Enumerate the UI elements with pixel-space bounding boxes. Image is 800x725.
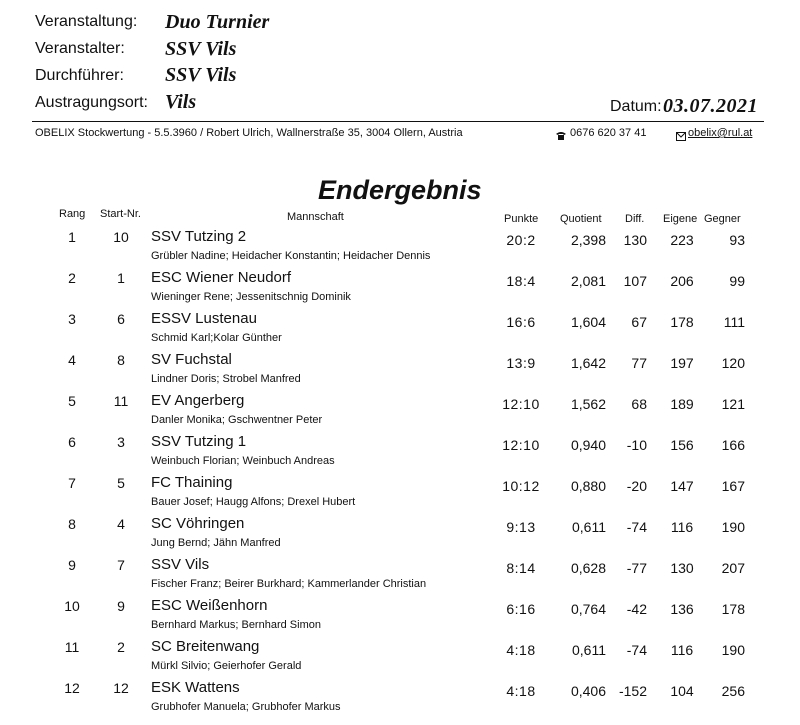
team-name: SSV Tutzing 2 xyxy=(151,228,247,245)
table-row xyxy=(0,637,800,678)
diff-cell: -74 xyxy=(626,519,647,535)
punkte-cell: 12:10 xyxy=(502,396,540,412)
table-row xyxy=(0,432,800,473)
datum-label: Datum: xyxy=(610,98,662,115)
start-cell: 10 xyxy=(113,229,129,245)
rang-cell: 2 xyxy=(68,270,76,286)
eigene-cell: 206 xyxy=(670,273,694,289)
team-name: SV Fuchstal xyxy=(151,351,232,368)
rang-cell: 9 xyxy=(68,557,76,573)
punkte-cell: 10:12 xyxy=(502,478,540,494)
eigene-cell: 197 xyxy=(670,355,694,371)
quotient-cell: 0,940 xyxy=(570,437,606,453)
punkte-cell: 9:13 xyxy=(506,519,536,535)
table-row xyxy=(0,391,800,432)
team-players: Mürkl Silvio; Geierhofer Gerald xyxy=(151,660,302,672)
phone-icon xyxy=(555,128,567,138)
team-name: SSV Tutzing 1 xyxy=(151,433,247,450)
start-cell: 7 xyxy=(117,557,125,573)
quotient-cell: 2,081 xyxy=(570,273,606,289)
diff-cell: -152 xyxy=(618,683,647,699)
team-players: Schmid Karl;Kolar Günther xyxy=(151,332,282,344)
veranstalter-label: Veranstalter: xyxy=(35,40,125,57)
gegner-cell: 167 xyxy=(721,478,745,494)
col-quotient: Quotient xyxy=(560,213,602,225)
table-row xyxy=(0,350,800,391)
gegner-cell: 256 xyxy=(721,683,745,699)
col-eigene: Eigene xyxy=(663,213,698,225)
eigene-cell: 130 xyxy=(670,560,694,576)
eigene-cell: 223 xyxy=(670,232,694,248)
punkte-cell: 8:14 xyxy=(506,560,536,576)
quotient-cell: 1,604 xyxy=(570,314,606,330)
veranstaltung-value: Duo Turnier xyxy=(165,11,270,33)
diff-cell: 77 xyxy=(631,355,647,371)
team-name: SC Vöhringen xyxy=(151,515,245,532)
diff-cell: -74 xyxy=(626,642,647,658)
rang-cell: 3 xyxy=(68,311,76,327)
table-row xyxy=(0,227,800,268)
punkte-cell: 16:6 xyxy=(506,314,536,330)
quotient-cell: 0,880 xyxy=(570,478,606,494)
eigene-cell: 189 xyxy=(670,396,694,412)
gegner-cell: 120 xyxy=(721,355,745,371)
rang-cell: 1 xyxy=(68,229,76,245)
phone-number: 0676 620 37 41 xyxy=(570,127,647,139)
start-cell: 12 xyxy=(113,680,129,696)
team-players: Bauer Josef; Haugg Alfons; Drexel Hubert xyxy=(151,496,356,508)
eigene-cell: 104 xyxy=(670,683,694,699)
diff-cell: -42 xyxy=(626,601,647,617)
austragungsort-label: Austragungsort: xyxy=(35,94,148,111)
quotient-cell: 1,642 xyxy=(570,355,606,371)
gegner-cell: 111 xyxy=(723,314,745,330)
punkte-cell: 4:18 xyxy=(506,683,536,699)
rang-cell: 11 xyxy=(64,639,80,655)
datum-value: 03.07.2021 xyxy=(663,95,758,117)
rang-cell: 7 xyxy=(68,475,76,491)
gegner-cell: 99 xyxy=(729,273,745,289)
table-row xyxy=(0,678,800,719)
quotient-cell: 0,628 xyxy=(570,560,606,576)
quotient-cell: 0,611 xyxy=(572,519,606,535)
start-cell: 1 xyxy=(117,270,125,286)
team-name: ESC Weißenhorn xyxy=(151,597,268,614)
gegner-cell: 178 xyxy=(721,601,745,617)
start-cell: 4 xyxy=(117,516,125,532)
team-name: SC Breitenwang xyxy=(151,638,260,655)
team-players: Bernhard Markus; Bernhard Simon xyxy=(151,619,321,631)
eigene-cell: 116 xyxy=(670,642,694,658)
email-icon xyxy=(676,128,686,137)
table-row xyxy=(0,596,800,637)
diff-cell: -77 xyxy=(626,560,647,576)
punkte-cell: 6:16 xyxy=(506,601,536,617)
quotient-cell: 0,764 xyxy=(570,601,606,617)
start-cell: 11 xyxy=(113,393,129,409)
col-mannschaft: Mannschaft xyxy=(287,211,344,223)
punkte-cell: 20:2 xyxy=(506,232,536,248)
diff-cell: 68 xyxy=(631,396,647,412)
eigene-cell: 116 xyxy=(670,519,694,535)
start-cell: 6 xyxy=(117,311,125,327)
col-punkte: Punkte xyxy=(504,213,539,225)
austragungsort-value: Vils xyxy=(165,91,197,113)
col-rang: Rang xyxy=(59,208,86,220)
diff-cell: 107 xyxy=(623,273,647,289)
gegner-cell: 190 xyxy=(721,519,745,535)
veranstalter-value: SSV Vils xyxy=(165,38,237,60)
table-row xyxy=(0,473,800,514)
table-row xyxy=(0,555,800,596)
rang-cell: 5 xyxy=(68,393,76,409)
punkte-cell: 18:4 xyxy=(506,273,536,289)
table-row xyxy=(0,514,800,555)
veranstaltung-label: Veranstaltung: xyxy=(35,13,138,30)
quotient-cell: 2,398 xyxy=(570,232,606,248)
col-gegner: Gegner xyxy=(704,213,741,225)
eigene-cell: 136 xyxy=(670,601,694,617)
diff-cell: -20 xyxy=(626,478,647,494)
team-players: Danler Monika; Gschwentner Peter xyxy=(151,414,323,426)
team-players: Weinbuch Florian; Weinbuch Andreas xyxy=(151,455,335,467)
header-divider xyxy=(32,121,764,122)
team-name: FC Thaining xyxy=(151,474,233,491)
eigene-cell: 178 xyxy=(670,314,694,330)
gegner-cell: 166 xyxy=(721,437,745,453)
table-row xyxy=(0,268,800,309)
start-cell: 3 xyxy=(117,434,125,450)
eigene-cell: 147 xyxy=(670,478,694,494)
quotient-cell: 1,562 xyxy=(570,396,606,412)
durchfuehrer-label: Durchführer: xyxy=(35,67,124,84)
rang-cell: 8 xyxy=(68,516,76,532)
col-diff: Diff. xyxy=(625,213,645,225)
team-players: Grübler Nadine; Heidacher Konstantin; Heidacher Dennis xyxy=(151,250,431,262)
durchfuehrer-value: SSV Vils xyxy=(165,64,237,86)
punkte-cell: 12:10 xyxy=(502,437,540,453)
team-name: ESSV Lustenau xyxy=(151,310,257,327)
team-players: Jung Bernd; Jähn Manfred xyxy=(151,537,281,549)
diff-cell: 130 xyxy=(623,232,647,248)
team-players: Wieninger Rene; Jessenitschnig Dominik xyxy=(151,291,351,303)
start-cell: 9 xyxy=(117,598,125,614)
rang-cell: 6 xyxy=(68,434,76,450)
gegner-cell: 190 xyxy=(721,642,745,658)
page-title: Endergebnis xyxy=(318,175,482,205)
start-cell: 8 xyxy=(117,352,125,368)
quotient-cell: 0,611 xyxy=(572,642,606,658)
gegner-cell: 207 xyxy=(721,560,745,576)
punkte-cell: 13:9 xyxy=(506,355,536,371)
team-name: SSV Vils xyxy=(151,556,210,573)
gegner-cell: 121 xyxy=(721,396,745,412)
diff-cell: -10 xyxy=(626,437,647,453)
team-players: Fischer Franz; Beirer Burkhard; Kammerlander Christian xyxy=(151,578,427,590)
gegner-cell: 93 xyxy=(729,232,745,248)
email-link[interactable]: obelix@rul.at xyxy=(688,127,753,139)
rang-cell: 10 xyxy=(64,598,80,614)
software-info: OBELIX Stockwertung - 5.5.3960 / Robert Ulrich, Wallnerstraße 35, 3004 Ollern, Austria xyxy=(35,127,463,139)
team-name: ESC Wiener Neudorf xyxy=(151,269,292,286)
team-name: ESK Wattens xyxy=(151,679,240,696)
col-start: Start-Nr. xyxy=(100,208,141,220)
rang-cell: 4 xyxy=(68,352,76,368)
team-players: Grubhofer Manuela; Grubhofer Markus xyxy=(151,701,341,713)
team-name: EV Angerberg xyxy=(151,392,245,409)
start-cell: 5 xyxy=(117,475,125,491)
quotient-cell: 0,406 xyxy=(570,683,606,699)
punkte-cell: 4:18 xyxy=(506,642,536,658)
table-row xyxy=(0,309,800,350)
diff-cell: 67 xyxy=(631,314,647,330)
eigene-cell: 156 xyxy=(670,437,694,453)
team-players: Lindner Doris; Strobel Manfred xyxy=(151,373,301,385)
start-cell: 2 xyxy=(117,639,125,655)
rang-cell: 12 xyxy=(64,680,80,696)
